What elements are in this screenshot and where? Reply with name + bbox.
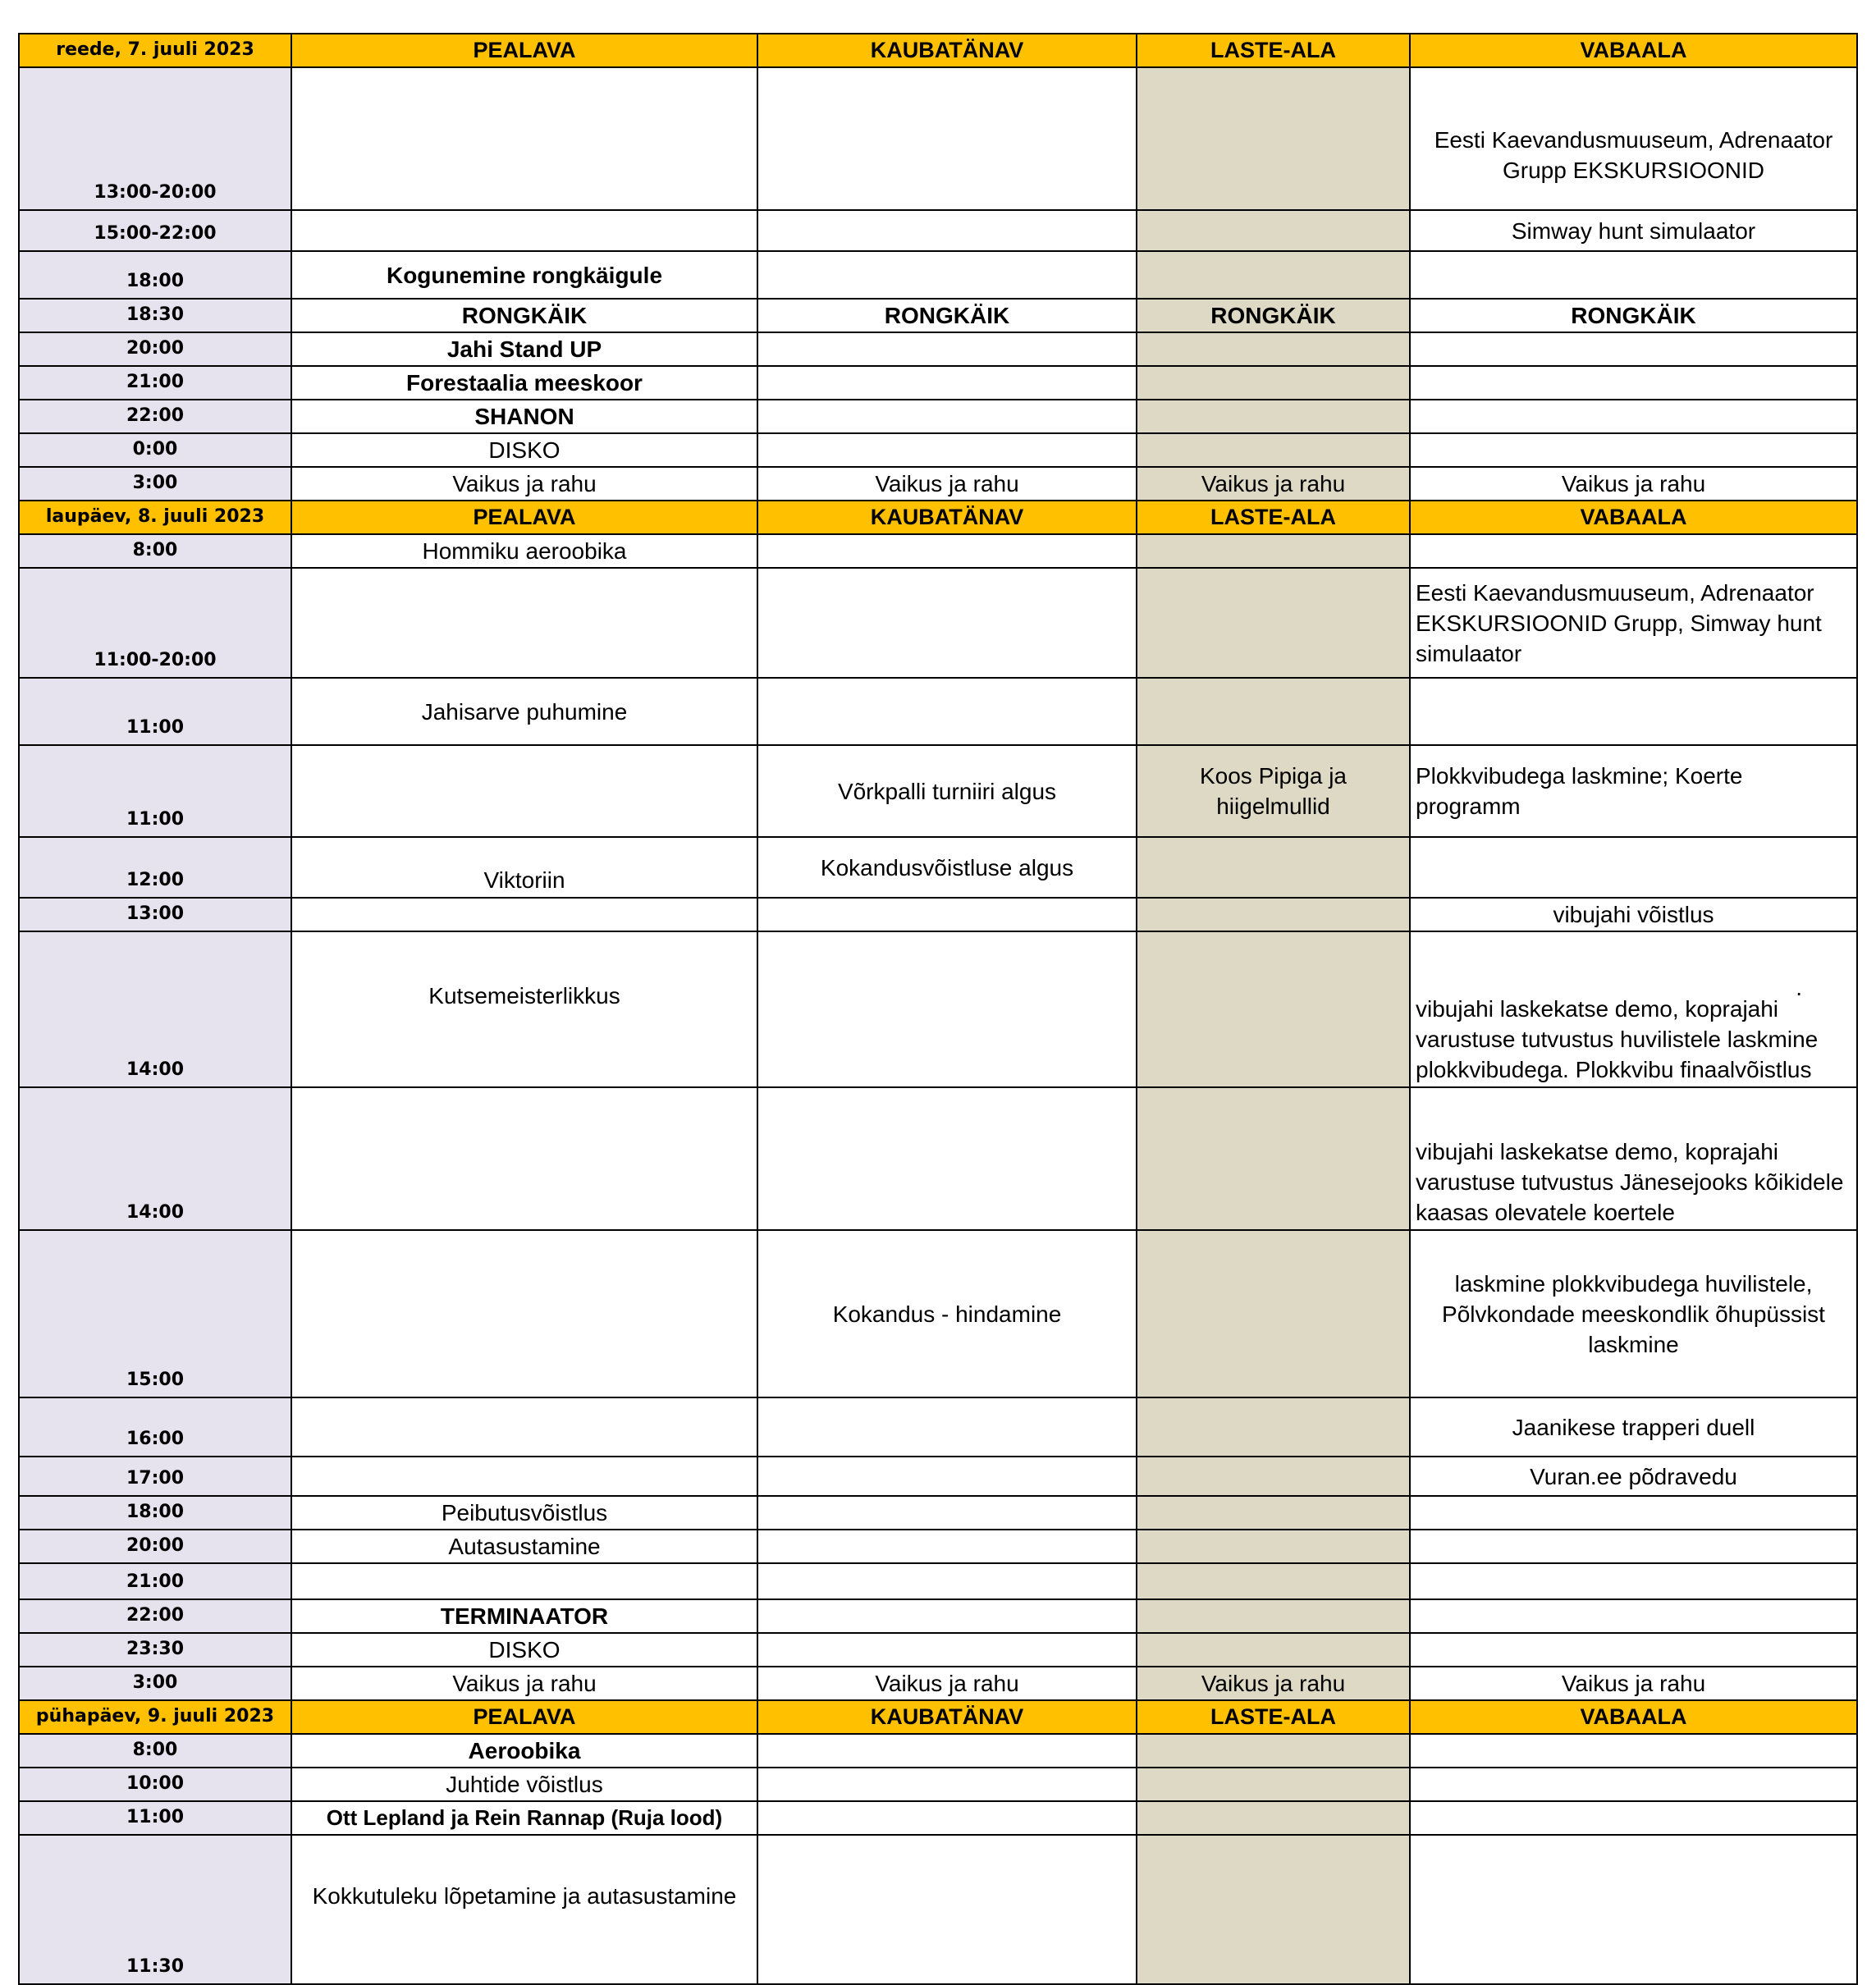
vabaala-cell bbox=[1410, 678, 1857, 745]
day-header-row bbox=[19, 501, 1857, 534]
column-header-kaubatanav: KAUBATÄNAV bbox=[757, 1700, 1137, 1734]
schedule-row bbox=[19, 67, 1857, 210]
vabaala-cell bbox=[1410, 1530, 1857, 1563]
laste-ala-cell bbox=[1137, 332, 1410, 366]
day-date: laupäev, 8. juuli 2023 bbox=[19, 501, 291, 534]
schedule-row bbox=[19, 299, 1857, 332]
laste-ala-cell bbox=[1137, 1835, 1410, 1984]
day-date: pühapäev, 9. juuli 2023 bbox=[19, 1700, 291, 1734]
vabaala-cell: Jaanikese trapperi duell bbox=[1410, 1397, 1857, 1457]
pealava-cell: DISKO bbox=[291, 1633, 757, 1667]
kaubatanav-cell bbox=[757, 1801, 1137, 1835]
column-header-vabaala: VABAALA bbox=[1410, 34, 1857, 67]
column-header-laste-ala: LASTE-ALA bbox=[1137, 34, 1410, 67]
schedule-row bbox=[19, 1801, 1857, 1835]
schedule-row bbox=[19, 534, 1857, 568]
laste-ala-cell bbox=[1137, 1457, 1410, 1496]
pealava-cell: Autasustamine bbox=[291, 1530, 757, 1563]
schedule-row bbox=[19, 1397, 1857, 1457]
time-cell: 10:00 bbox=[19, 1768, 291, 1801]
pealava-cell: Juhtide võistlus bbox=[291, 1768, 757, 1801]
time-cell: 21:00 bbox=[19, 366, 291, 400]
laste-ala-cell bbox=[1137, 366, 1410, 400]
kaubatanav-cell: Vaikus ja rahu bbox=[757, 1667, 1137, 1700]
laste-ala-cell bbox=[1137, 898, 1410, 931]
pealava-cell bbox=[291, 1563, 757, 1599]
laste-ala-cell bbox=[1137, 1599, 1410, 1633]
kaubatanav-cell bbox=[757, 1734, 1137, 1768]
laste-ala-cell bbox=[1137, 1734, 1410, 1768]
column-header-pealava: PEALAVA bbox=[291, 1700, 757, 1734]
pealava-cell: Vaikus ja rahu bbox=[291, 467, 757, 501]
schedule-row bbox=[19, 366, 1857, 400]
schedule-row bbox=[19, 1768, 1857, 1801]
vabaala-cell bbox=[1410, 366, 1857, 400]
laste-ala-cell bbox=[1137, 837, 1410, 898]
vabaala-cell bbox=[1410, 1768, 1857, 1801]
kaubatanav-cell bbox=[757, 931, 1137, 1087]
vabaala-cell: Plokkvibudega laskmine; Koerte programm bbox=[1410, 745, 1857, 837]
schedule-row bbox=[19, 1530, 1857, 1563]
pealava-cell bbox=[291, 210, 757, 251]
time-cell: 11:00-20:00 bbox=[19, 568, 291, 678]
schedule-row bbox=[19, 1835, 1857, 1984]
kaubatanav-cell: Vaikus ja rahu bbox=[757, 467, 1137, 501]
time-cell: 11:00 bbox=[19, 745, 291, 837]
laste-ala-cell bbox=[1137, 1230, 1410, 1397]
laste-ala-cell bbox=[1137, 210, 1410, 251]
time-cell: 21:00 bbox=[19, 1563, 291, 1599]
kaubatanav-cell bbox=[757, 433, 1137, 467]
vabaala-cell: laskmine plokkvibudega huvilistele, Põlvkondade meeskondlik õhupüssist laskmine bbox=[1410, 1230, 1857, 1397]
vabaala-cell bbox=[1410, 251, 1857, 299]
laste-ala-cell bbox=[1137, 568, 1410, 678]
pealava-cell: Kokkutuleku lõpetamine ja autasustamine bbox=[291, 1835, 757, 1984]
schedule-row bbox=[19, 1230, 1857, 1397]
schedule-row bbox=[19, 1599, 1857, 1633]
day-date: reede, 7. juuli 2023 bbox=[19, 34, 291, 67]
laste-ala-cell bbox=[1137, 1496, 1410, 1530]
schedule-row bbox=[19, 678, 1857, 745]
kaubatanav-cell bbox=[757, 366, 1137, 400]
schedule-row bbox=[19, 1734, 1857, 1768]
vabaala-text: vibujahi laskekatse demo, koprajahi varustuse tutvustus huvilistele laskmine plokkvibudega. Plokkvibu finaalvõistlus bbox=[1416, 996, 1819, 1082]
schedule-row bbox=[19, 931, 1857, 1087]
laste-ala-cell bbox=[1137, 1801, 1410, 1835]
kaubatanav-cell bbox=[757, 1563, 1137, 1599]
pealava-cell: Kutsemeisterlikkus bbox=[291, 931, 757, 1087]
vabaala-cell: Eesti Kaevandusmuuseum, Adrenaator EKSKURSIOONID Grupp, Simway hunt simulaator bbox=[1410, 568, 1857, 678]
pealava-cell: Aeroobika bbox=[291, 1734, 757, 1768]
laste-ala-cell bbox=[1137, 678, 1410, 745]
kaubatanav-cell bbox=[757, 1633, 1137, 1667]
time-cell: 0:00 bbox=[19, 433, 291, 467]
day-header-row bbox=[19, 34, 1857, 67]
time-cell: 11:00 bbox=[19, 678, 291, 745]
time-cell: 15:00-22:00 bbox=[19, 210, 291, 251]
pealava-cell bbox=[291, 745, 757, 837]
time-cell: 18:00 bbox=[19, 251, 291, 299]
schedule-row bbox=[19, 898, 1857, 931]
pealava-cell: TERMINAATOR bbox=[291, 1599, 757, 1633]
pealava-cell bbox=[291, 1087, 757, 1230]
kaubatanav-cell: Kokandusvõistluse algus bbox=[757, 837, 1137, 898]
pealava-cell: SHANON bbox=[291, 400, 757, 433]
vabaala-cell bbox=[1410, 1496, 1857, 1530]
pealava-cell: RONGKÄIK bbox=[291, 299, 757, 332]
pealava-cell bbox=[291, 1397, 757, 1457]
pealava-cell: Vaikus ja rahu bbox=[291, 1667, 757, 1700]
kaubatanav-cell bbox=[757, 251, 1137, 299]
kaubatanav-cell bbox=[757, 534, 1137, 568]
vabaala-dot-mark: . bbox=[1796, 975, 1802, 1000]
schedule-row bbox=[19, 1087, 1857, 1230]
vabaala-cell: Simway hunt simulaator bbox=[1410, 210, 1857, 251]
day-header-row bbox=[19, 1700, 1857, 1734]
schedule-row bbox=[19, 467, 1857, 501]
column-header-laste-ala: LASTE-ALA bbox=[1137, 501, 1410, 534]
vabaala-cell bbox=[1410, 1835, 1857, 1984]
pealava-cell: Forestaalia meeskoor bbox=[291, 366, 757, 400]
pealava-cell: DISKO bbox=[291, 433, 757, 467]
kaubatanav-cell bbox=[757, 1457, 1137, 1496]
pealava-cell: Jahisarve puhumine bbox=[291, 678, 757, 745]
time-cell: 11:30 bbox=[19, 1835, 291, 1984]
kaubatanav-cell bbox=[757, 400, 1137, 433]
time-cell: 11:00 bbox=[19, 1801, 291, 1835]
schedule-row bbox=[19, 1633, 1857, 1667]
pealava-cell: Hommiku aeroobika bbox=[291, 534, 757, 568]
pealava-cell: Viktoriin bbox=[291, 837, 757, 898]
laste-ala-cell: Vaikus ja rahu bbox=[1137, 1667, 1410, 1700]
pealava-cell: Kogunemine rongkäigule bbox=[291, 251, 757, 299]
time-cell: 13:00 bbox=[19, 898, 291, 931]
laste-ala-cell bbox=[1137, 1087, 1410, 1230]
pealava-cell: Ott Lepland ja Rein Rannap (Ruja lood) bbox=[291, 1801, 757, 1835]
vabaala-cell bbox=[1410, 1599, 1857, 1633]
column-header-laste-ala: LASTE-ALA bbox=[1137, 1700, 1410, 1734]
schedule-row bbox=[19, 1496, 1857, 1530]
vabaala-cell bbox=[1410, 1633, 1857, 1667]
time-cell: 15:00 bbox=[19, 1230, 291, 1397]
laste-ala-cell bbox=[1137, 251, 1410, 299]
pealava-cell: Peibutusvõistlus bbox=[291, 1496, 757, 1530]
vabaala-cell bbox=[1410, 837, 1857, 898]
schedule-row bbox=[19, 210, 1857, 251]
laste-ala-cell bbox=[1137, 1397, 1410, 1457]
schedule-row bbox=[19, 837, 1857, 898]
kaubatanav-cell bbox=[757, 67, 1137, 210]
schedule-row bbox=[19, 1563, 1857, 1599]
pealava-cell bbox=[291, 67, 757, 210]
kaubatanav-cell bbox=[757, 332, 1137, 366]
laste-ala-cell bbox=[1137, 433, 1410, 467]
kaubatanav-cell bbox=[757, 210, 1137, 251]
vabaala-cell bbox=[1410, 332, 1857, 366]
kaubatanav-cell bbox=[757, 678, 1137, 745]
vabaala-cell bbox=[1410, 1734, 1857, 1768]
kaubatanav-cell bbox=[757, 1835, 1137, 1984]
vabaala-cell: Vaikus ja rahu bbox=[1410, 467, 1857, 501]
vabaala-cell: Vuran.ee põdravedu bbox=[1410, 1457, 1857, 1496]
column-header-pealava: PEALAVA bbox=[291, 34, 757, 67]
kaubatanav-cell bbox=[757, 898, 1137, 931]
event-schedule-table bbox=[18, 33, 1858, 1985]
laste-ala-cell bbox=[1137, 534, 1410, 568]
vabaala-cell bbox=[1410, 1563, 1857, 1599]
time-cell: 22:00 bbox=[19, 1599, 291, 1633]
vabaala-cell: Eesti Kaevandusmuuseum, Adrenaator Grupp EKSKURSIOONID bbox=[1410, 67, 1857, 210]
pealava-cell bbox=[291, 568, 757, 678]
column-header-vabaala: VABAALA bbox=[1410, 501, 1857, 534]
schedule-row bbox=[19, 568, 1857, 678]
time-cell: 16:00 bbox=[19, 1397, 291, 1457]
kaubatanav-cell: Võrkpalli turniiri algus bbox=[757, 745, 1137, 837]
laste-ala-cell bbox=[1137, 67, 1410, 210]
time-cell: 12:00 bbox=[19, 837, 291, 898]
time-cell: 17:00 bbox=[19, 1457, 291, 1496]
time-cell: 8:00 bbox=[19, 1734, 291, 1768]
time-cell: 14:00 bbox=[19, 931, 291, 1087]
time-cell: 8:00 bbox=[19, 534, 291, 568]
vabaala-cell bbox=[1410, 433, 1857, 467]
vabaala-cell: vibujahi võistlus bbox=[1410, 898, 1857, 931]
vabaala-cell: vibujahi laskekatse demo, koprajahi varustuse tutvustus Jänesejooks kõikidele kaasas olevatele koertele bbox=[1410, 1087, 1857, 1230]
vabaala-cell bbox=[1410, 534, 1857, 568]
schedule-row bbox=[19, 1457, 1857, 1496]
laste-ala-cell: RONGKÄIK bbox=[1137, 299, 1410, 332]
laste-ala-cell bbox=[1137, 1530, 1410, 1563]
laste-ala-cell bbox=[1137, 1768, 1410, 1801]
time-cell: 18:30 bbox=[19, 299, 291, 332]
vabaala-cell bbox=[1410, 931, 1857, 1087]
schedule-row bbox=[19, 332, 1857, 366]
laste-ala-cell: Koos Pipiga ja hiigelmullid bbox=[1137, 745, 1410, 837]
kaubatanav-cell bbox=[757, 1599, 1137, 1633]
pealava-cell bbox=[291, 1457, 757, 1496]
laste-ala-cell bbox=[1137, 400, 1410, 433]
time-cell: 14:00 bbox=[19, 1087, 291, 1230]
schedule-row bbox=[19, 400, 1857, 433]
pealava-cell: Jahi Stand UP bbox=[291, 332, 757, 366]
laste-ala-cell bbox=[1137, 1563, 1410, 1599]
vabaala-cell: Vaikus ja rahu bbox=[1410, 1667, 1857, 1700]
kaubatanav-cell bbox=[757, 1496, 1137, 1530]
schedule-row bbox=[19, 1667, 1857, 1700]
kaubatanav-cell: RONGKÄIK bbox=[757, 299, 1137, 332]
pealava-cell bbox=[291, 1230, 757, 1397]
kaubatanav-cell bbox=[757, 1530, 1137, 1563]
kaubatanav-cell bbox=[757, 568, 1137, 678]
schedule-row bbox=[19, 433, 1857, 467]
column-header-kaubatanav: KAUBATÄNAV bbox=[757, 34, 1137, 67]
pealava-cell bbox=[291, 898, 757, 931]
time-cell: 20:00 bbox=[19, 1530, 291, 1563]
column-header-vabaala: VABAALA bbox=[1410, 1700, 1857, 1734]
schedule-row bbox=[19, 745, 1857, 837]
vabaala-cell: RONGKÄIK bbox=[1410, 299, 1857, 332]
time-cell: 3:00 bbox=[19, 467, 291, 501]
laste-ala-cell: Vaikus ja rahu bbox=[1137, 467, 1410, 501]
column-header-kaubatanav: KAUBATÄNAV bbox=[757, 501, 1137, 534]
kaubatanav-cell bbox=[757, 1768, 1137, 1801]
time-cell: 13:00-20:00 bbox=[19, 67, 291, 210]
laste-ala-cell bbox=[1137, 1633, 1410, 1667]
laste-ala-cell bbox=[1137, 931, 1410, 1087]
kaubatanav-cell: Kokandus - hindamine bbox=[757, 1230, 1137, 1397]
column-header-pealava: PEALAVA bbox=[291, 501, 757, 534]
schedule-row bbox=[19, 251, 1857, 299]
time-cell: 18:00 bbox=[19, 1496, 291, 1530]
time-cell: 20:00 bbox=[19, 332, 291, 366]
time-cell: 22:00 bbox=[19, 400, 291, 433]
kaubatanav-cell bbox=[757, 1087, 1137, 1230]
kaubatanav-cell bbox=[757, 1397, 1137, 1457]
time-cell: 3:00 bbox=[19, 1667, 291, 1700]
time-cell: 23:30 bbox=[19, 1633, 291, 1667]
vabaala-cell bbox=[1410, 1801, 1857, 1835]
vabaala-cell bbox=[1410, 400, 1857, 433]
